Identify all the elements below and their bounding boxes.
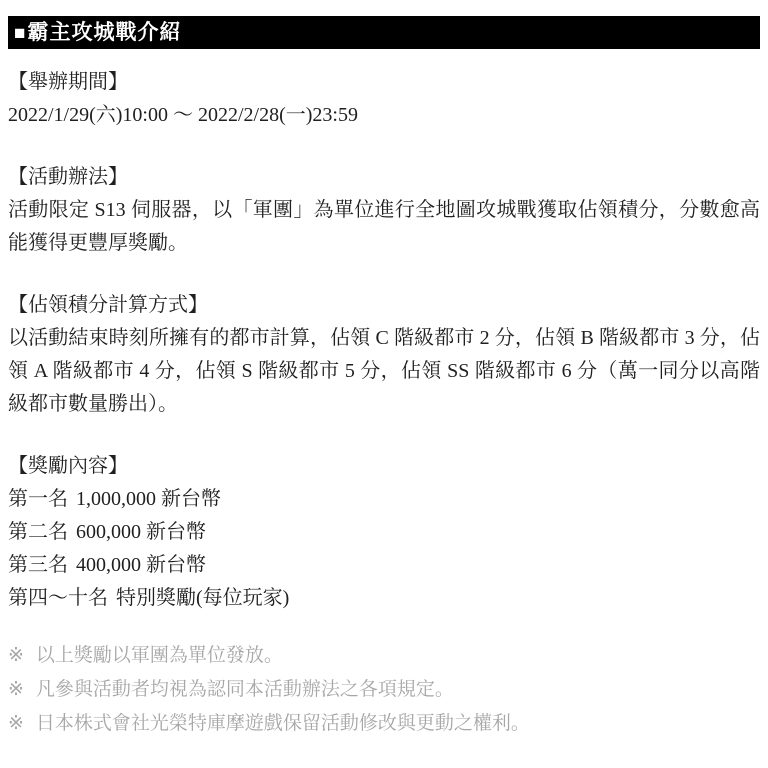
section-body: 活動限定 S13 伺服器，以「軍團」為單位進行全地圖攻城戰獲取佔領積分，分數愈高能獲得更豐厚獎勵。 (8, 199, 760, 254)
section-period (8, 66, 760, 132)
section-heading: 【舉辦期間】 (8, 71, 128, 93)
footnote-item (8, 673, 760, 707)
reference-mark-icon: ※ (8, 679, 24, 700)
footnote-text: 凡參與活動者均視為認同本活動辦法之各項規定。 (35, 679, 454, 700)
reference-mark-icon: ※ (8, 713, 24, 734)
section-heading: 【獎勵內容】 (8, 455, 128, 477)
footnote-item (8, 707, 760, 741)
reward-rank: 第三名 (8, 554, 68, 576)
section-heading: 【活動辦法】 (8, 166, 128, 188)
square-bullet-icon: ■ (14, 23, 27, 44)
reward-prize: 400,000 新台幣 (76, 554, 206, 576)
reward-row (8, 516, 760, 549)
section-method (8, 161, 760, 260)
footnotes (8, 639, 760, 741)
section-body: 以活動結束時刻所擁有的都市計算，佔領 C 階級都市 2 分，佔領 B 階級都市 3 分，佔領 A 階級都市 4 分，佔領 S 階級都市 5 分，佔領 SS 階級都市 6 分（萬一同分以高階級都市數量勝出）。 (8, 327, 760, 415)
reward-prize: 特別獎勵(每位玩家) (116, 587, 290, 609)
reward-rank: 第二名 (8, 521, 68, 543)
reward-row (8, 549, 760, 582)
section-scoring (8, 289, 760, 421)
section-rewards (8, 450, 760, 615)
reward-prize: 600,000 新台幣 (76, 521, 206, 543)
page-title-bar (8, 16, 760, 49)
footnote-item (8, 639, 760, 673)
reward-rank: 第一名 (8, 488, 68, 510)
event-period-dates: 2022/1/29(六)10:00 ～ 2022/2/28(一)23:59 (8, 104, 358, 126)
reward-rank: 第四～十名 (8, 587, 108, 609)
footnote-text: 日本株式會社光榮特庫摩遊戲保留活動修改與更動之權利。 (35, 713, 530, 734)
footnote-text: 以上獎勵以軍團為單位發放。 (35, 645, 283, 666)
page-title: 霸主攻城戰介紹 (27, 20, 182, 44)
reference-mark-icon: ※ (8, 645, 24, 666)
section-heading: 【佔領積分計算方式】 (8, 294, 208, 316)
reward-row (8, 483, 760, 516)
reward-row (8, 582, 760, 615)
reward-prize: 1,000,000 新台幣 (76, 488, 221, 510)
